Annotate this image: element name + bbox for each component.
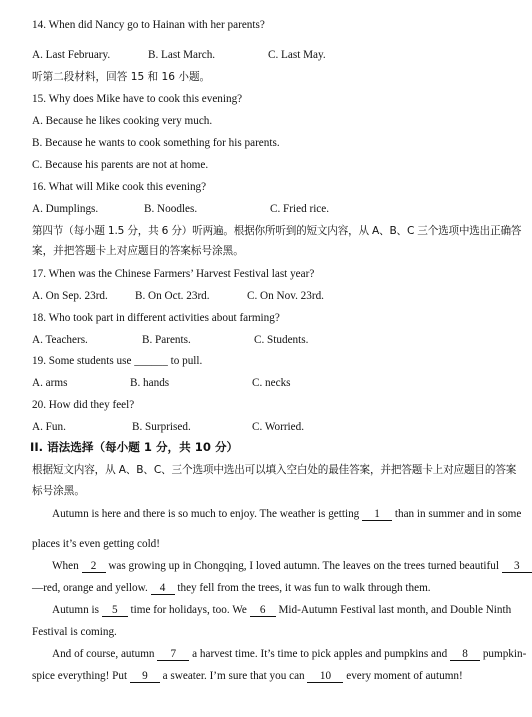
- passage-line: And of course, autumn 7 a harvest time. It’s time to pick apples and pumpkins and 8 pumpkin-: [52, 648, 527, 660]
- blank-10: 10: [307, 670, 343, 683]
- section4-instruction-line1: 第四节（每小题 1.5 分，共 6 分）听两遍。根据你所听到的短文内容，从 A、B、C 三个选项中选出正确答: [32, 225, 522, 237]
- answer-blank: ______: [134, 355, 168, 367]
- section-heading: II. 语法选择（每小题 1 分，共 10 分）: [30, 440, 239, 454]
- question-17-options: [32, 289, 499, 303]
- option-a: A. Teachers.: [32, 334, 88, 346]
- question-20-options: [32, 420, 499, 434]
- passage-line: places it’s even getting cold!: [32, 538, 160, 550]
- blank-6: 6: [250, 604, 276, 617]
- option-b: B. Surprised.: [132, 421, 191, 433]
- option-b: B. Last March.: [148, 49, 216, 61]
- blank-2: 2: [82, 560, 106, 573]
- option-c: C. Worried.: [252, 421, 305, 433]
- question-15: 15. Why does Mike have to cook this evening?: [32, 93, 243, 105]
- passage-line: Festival is coming.: [32, 626, 117, 638]
- question-20: 20. How did they feel?: [32, 399, 135, 411]
- passage-line: Autumn is 5 time for holidays, too. We 6 Mid-Autumn Festival last month, and Double Ninth: [52, 604, 512, 616]
- passage-line: —red, orange and yellow. 4 they fell from the trees, it was fun to walk through them.: [32, 582, 431, 594]
- grammar-instruction-line1: 根据短文内容，从 A、B、C、三个选项中选出可以填入空白处的最佳答案，并把答题卡上对应题目的答案: [32, 464, 517, 476]
- option-a: A. arms: [32, 377, 68, 389]
- option-a: A. Last February.: [32, 49, 111, 61]
- question-14-options: [32, 48, 499, 62]
- passage-line: Autumn is here and there is so much to enjoy. The weather is getting 1 than in summer and in some: [52, 508, 522, 520]
- blank-8: 8: [450, 648, 480, 661]
- option-c: C. Fried rice.: [270, 203, 330, 215]
- question-18-options: [32, 333, 499, 347]
- blank-7: 7: [157, 648, 189, 661]
- option-b: B. Parents.: [142, 334, 191, 346]
- question-19-options: [32, 376, 499, 390]
- question-19: 19. Some students use ______ to pull.: [32, 355, 203, 367]
- question-15-option-b: B. Because he wants to cook something for his parents.: [32, 137, 280, 149]
- option-a: A. Dumplings.: [32, 203, 99, 215]
- blank-3: 3: [502, 560, 532, 573]
- passage-line: When 2 was growing up in Chongqing, I loved autumn. The leaves on the trees turned beautiful 3: [52, 559, 499, 573]
- option-a: A. Fun.: [32, 421, 66, 433]
- blank-4: 4: [151, 582, 175, 595]
- question-16: 16. What will Mike cook this evening?: [32, 181, 207, 193]
- option-c: C. Students.: [254, 334, 309, 346]
- blank-9: 9: [130, 670, 160, 683]
- option-b: B. Noodles.: [144, 203, 198, 215]
- grammar-instruction-line2: 标号涂黑。: [32, 485, 85, 497]
- question-18: 18. Who took part in different activities about farming?: [32, 312, 280, 324]
- question-15-option-c: C. Because his parents are not at home.: [32, 159, 209, 171]
- option-a: A. On Sep. 23rd.: [32, 290, 108, 302]
- blank-5: 5: [102, 604, 128, 617]
- question-15-option-a: A. Because he likes cooking very much.: [32, 115, 213, 127]
- option-b: B. On Oct. 23rd.: [135, 290, 210, 302]
- question-14: 14. When did Nancy go to Hainan with her parents?: [32, 19, 265, 31]
- question-17: 17. When was the Chinese Farmers’ Harvest Festival last year?: [32, 268, 315, 280]
- option-c: C. Last May.: [268, 49, 326, 61]
- option-c: C. necks: [252, 377, 291, 389]
- blank-1: 1: [362, 508, 392, 521]
- question-16-options: [32, 202, 499, 216]
- option-b: B. hands: [130, 377, 170, 389]
- passage-line: spice everything! Put 9 a sweater. I’m sure that you can 10 every moment of autumn!: [32, 670, 463, 682]
- option-c: C. On Nov. 23rd.: [247, 290, 324, 302]
- section4-instruction-line2: 案，并把答题卡上对应题目的答案标号涂黑。: [32, 245, 244, 257]
- part2-instruction: 听第二段材料，回答 15 和 16 小题。: [32, 71, 211, 83]
